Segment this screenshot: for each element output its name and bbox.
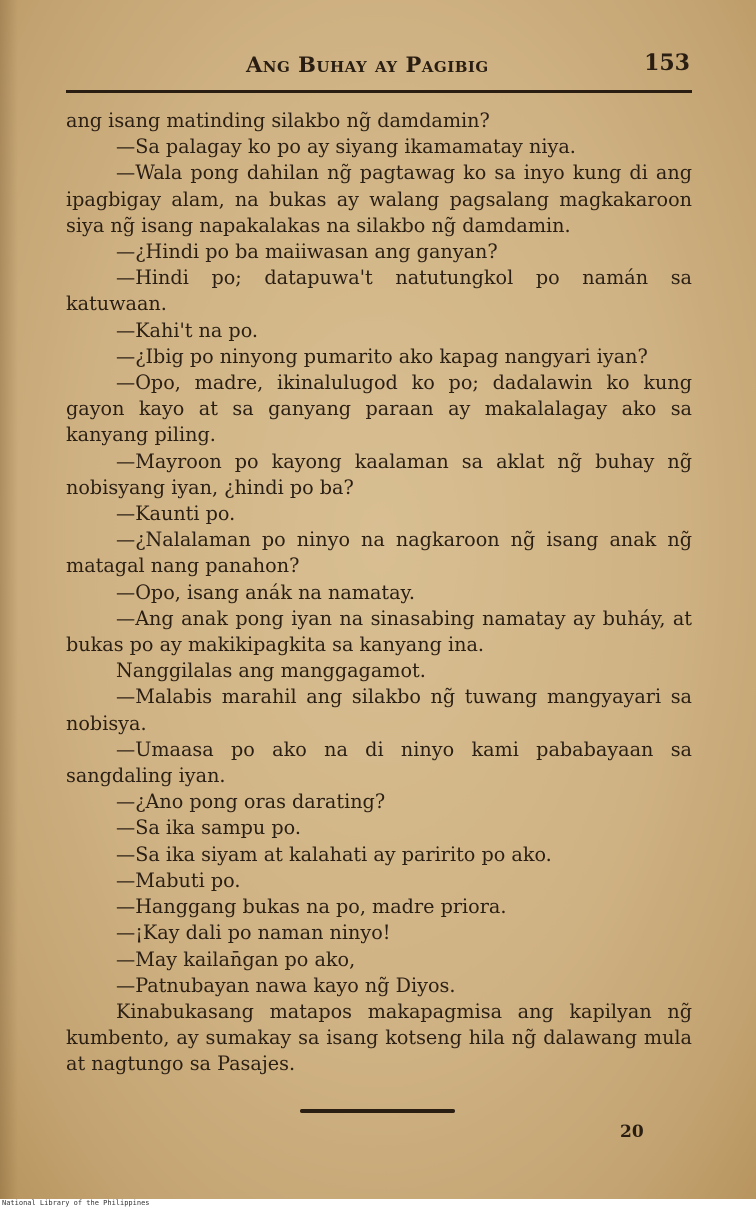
paragraph: —Mayroon po kayong kaalaman sa aklat ng̃ buhay ng̃ nobisyang iyan, ¿hindi po ba? (66, 449, 692, 499)
paragraph: Kinabukasang matapos makapagmisa ang kapilyan ng̃ kumbento, ay sumakay sa isang kotseng hila ng̃ dalawang mula at nagtungo sa Pasajes. (66, 999, 692, 1076)
paragraph: —Opo, madre, ikinalulugod ko po; dadalawin ko kung gayon kayo at sa ganyang paraan ay makalalagay ako sa kanyang piling. (66, 371, 692, 447)
paragraph: —Kahi't na po. (116, 318, 259, 342)
page-header (66, 50, 692, 82)
page-edge-shadow (0, 0, 18, 1199)
paragraph: ang isang matinding silakbo ng̃ damdamin? (66, 109, 490, 132)
paragraph: —Mabuti po. (116, 868, 241, 892)
paragraph: —Malabis marahil ang silakbo ng̃ tuwang mangyayari sa nobisya. (66, 685, 692, 735)
paragraph: —Umaasa po ako na di ninyo kami pababayaan sa sangdaling iyan. (66, 737, 692, 788)
paragraph: —¡Kay dali po naman ninyo! (116, 921, 391, 945)
paragraph: —Opo, isang anák na namatay. (116, 580, 415, 604)
paragraph: —Sa ika siyam at kalahati ay paririto po ako. (116, 842, 552, 866)
paragraph: —¿Ibig po ninyong pumarito ako kapag nangyari iyan? (116, 344, 648, 368)
paragraph: —Kaunti po. (116, 502, 236, 526)
running-title: Ang Buhay ay Pagibig (246, 52, 489, 77)
paragraph: —Hanggang bukas na po, madre priora. (116, 895, 507, 919)
paragraph: —¿Ano pong oras darating? (116, 790, 386, 814)
paragraph: —Sa palagay ko po ay siyang ikamamatay niya. (116, 135, 576, 159)
footer-credit: National Library of the Philippines (2, 1199, 150, 1207)
paragraph: Nanggilalas ang manggagamot. (116, 659, 426, 683)
header-rule (66, 90, 692, 93)
paragraph: —¿Hindi po ba maiiwasan ang ganyan? (116, 240, 498, 264)
paragraph: —Sa ika sampu po. (116, 816, 301, 840)
paragraph: —May kailan̄gan po ako, (116, 947, 356, 971)
body-text (66, 108, 692, 1078)
paragraph: —Ang anak pong iyan na sinasabing namatay ay buháy, at bukas po ay makikipagkita sa kanyang ina. (66, 606, 692, 657)
paragraph: —Wala pong dahilan ng̃ pagtawag ko sa inyo kung di ang ipagbigay alam, na bukas ay walang pagsalang magkakaroon siya ng̃ isang napakalakas na silakbo ng̃ damdamin. (66, 161, 692, 237)
signature-mark: 20 (620, 1122, 644, 1142)
end-rule (300, 1109, 455, 1113)
paragraph: —Patnubayan nawa kayo ng̃ Diyos. (116, 973, 456, 997)
page-number: 153 (644, 50, 690, 76)
paragraph: —¿Nalalaman po ninyo na nagkaroon ng̃ isang anak ng̃ matagal nang panahon? (66, 528, 692, 578)
paragraph: —Hindi po; datapuwa't natutungkol po namán sa katuwaan. (66, 266, 692, 316)
